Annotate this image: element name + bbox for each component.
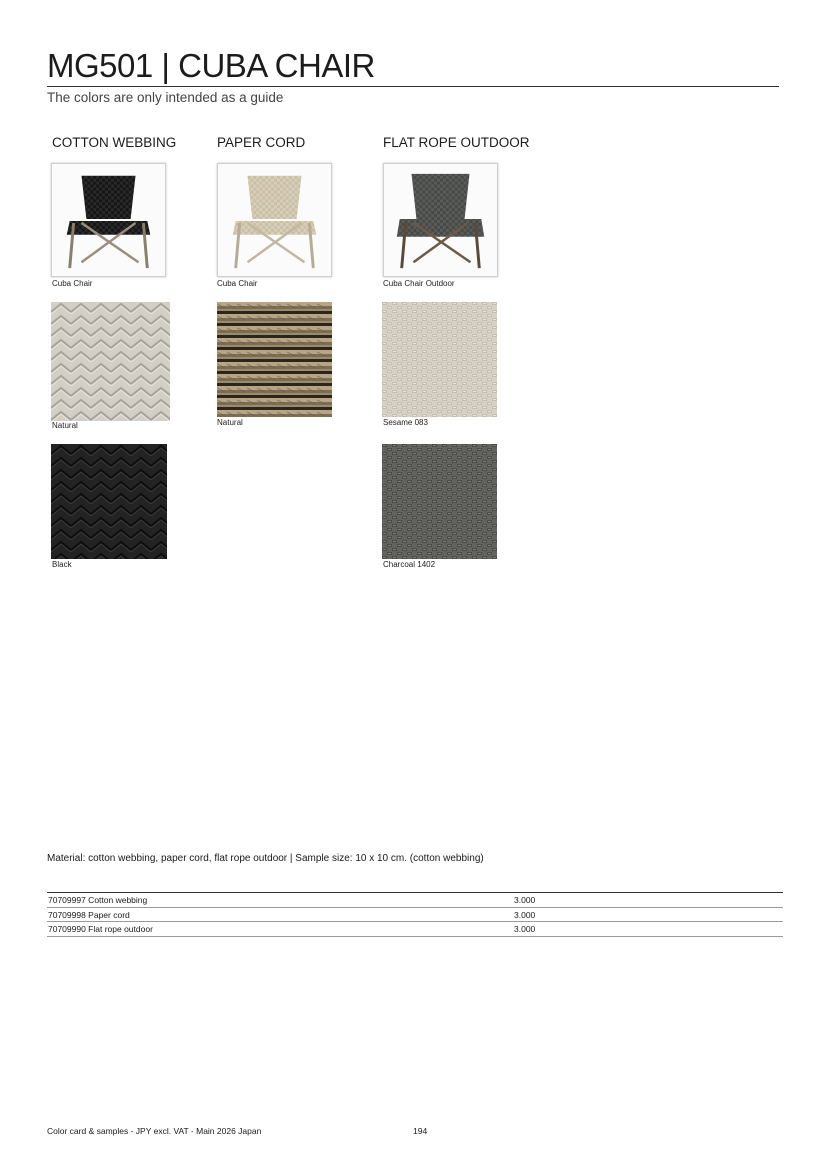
swatch-caption-flat-rope-sesame: Sesame 083	[383, 418, 428, 427]
item-description: 70709998 Paper cord	[48, 909, 130, 920]
item-description: 70709990 Flat rope outdoor	[48, 924, 153, 934]
column-heading-paper-cord: PAPER CORD	[217, 135, 306, 150]
item-description: 70709997 Cotton webbing	[48, 895, 148, 905]
product-caption-paper-cord: Cuba Chair	[217, 279, 258, 288]
swatch-paper-cord-natural	[217, 302, 332, 417]
swatch-caption-cotton-natural: Natural	[52, 421, 78, 430]
table-row	[47, 908, 783, 923]
page-subtitle: The colors are only intended as a guide	[47, 90, 284, 105]
item-price: 3.000	[514, 895, 536, 905]
column-heading-flat-rope-outdoor: FLAT ROPE OUTDOOR	[383, 135, 530, 150]
material-note: Material: cotton webbing, paper cord, flat rope outdoor | Sample size: 10 x 10 cm. (cotton webbing)	[47, 853, 484, 864]
cuba-chair-cotton-webbing-image	[51, 163, 166, 277]
title-divider	[47, 86, 779, 87]
swatch-caption-paper-cord-natural: Natural	[217, 418, 243, 427]
cuba-chair-outdoor-image	[383, 163, 498, 277]
table-row	[47, 893, 783, 908]
swatch-caption-cotton-black: Black	[52, 560, 72, 569]
swatch-cotton-natural	[51, 302, 170, 421]
product-caption-flat-rope-outdoor: Cuba Chair Outdoor	[383, 279, 455, 288]
swatch-flat-rope-sesame	[382, 302, 497, 417]
page-title: MG501 | CUBA CHAIR	[47, 47, 375, 84]
price-table	[47, 892, 783, 937]
item-price: 3.000	[514, 909, 536, 920]
swatch-flat-rope-charcoal	[382, 444, 497, 559]
footer-text: Color card & samples - JPY excl. VAT - Main 2026 Japan	[47, 1126, 262, 1136]
item-price: 3.000	[514, 924, 536, 934]
column-heading-cotton-webbing: COTTON WEBBING	[52, 135, 177, 150]
page-number: 194	[413, 1126, 428, 1136]
swatch-caption-flat-rope-charcoal: Charcoal 1402	[383, 560, 436, 569]
table-row	[47, 922, 783, 937]
product-caption-cotton-webbing: Cuba Chair	[52, 279, 93, 288]
swatch-cotton-black	[51, 444, 167, 559]
cuba-chair-paper-cord-image	[217, 163, 332, 277]
